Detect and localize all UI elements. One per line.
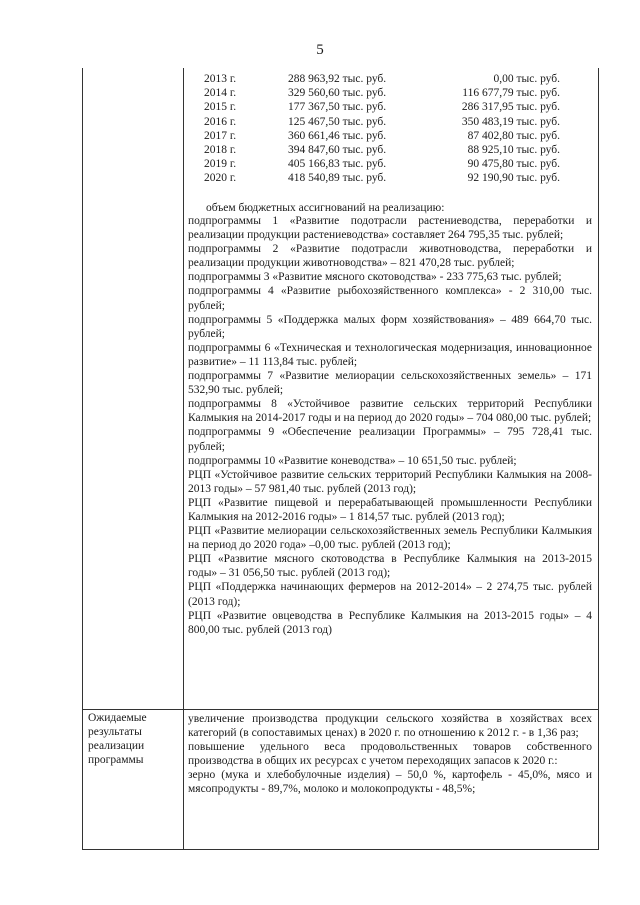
allocation-paragraph: подпрограммы 4 «Развитие рыбохозяйственного комплекса» - 2 310,00 тыс. рублей; bbox=[188, 285, 592, 312]
total-amount-cell: 360 661,46 тыс. руб. bbox=[288, 129, 387, 142]
extra-amount-cell: 350 483,19 тыс. руб. bbox=[461, 115, 560, 128]
allocation-paragraph: подпрограммы 3 «Развитие мясного скотоводства» - 233 775,63 тыс. рублей; bbox=[188, 271, 562, 284]
year-row bbox=[198, 143, 588, 157]
allocation-paragraph: подпрограммы 8 «Устойчивое развитие сельских территорий Республики Калмыкия на 2014-2017 годы и на период до 2020 годы» – 704 080,00 тыс. рублей; bbox=[188, 398, 592, 425]
allocations-intro: объем бюджетных ассигнований на реализацию: bbox=[206, 202, 445, 214]
expected-results bbox=[188, 712, 592, 797]
year-row bbox=[198, 129, 588, 143]
year-cell: 2015 г. bbox=[204, 101, 237, 114]
year-cell: 2020 г. bbox=[204, 172, 237, 185]
results-label: Ожидаемые результаты реализации программы bbox=[88, 712, 147, 767]
year-row bbox=[198, 100, 588, 114]
allocation-paragraph: РЦП «Развитие пищевой и перерабатывающей промышленности Республики Калмыкия на 2012-2016 годы» – 1 814,57 тыс. рублей (2013 год); bbox=[188, 496, 592, 523]
column-divider bbox=[183, 68, 184, 849]
allocation-paragraph: РЦП «Развитие мясного скотоводства в Республике Калмыкия на 2013-2015 годы» – 31 056,50 тыс. рублей (2013 год); bbox=[188, 553, 592, 580]
total-amount-cell: 177 367,50 тыс. руб. bbox=[288, 101, 387, 114]
total-amount-cell: 288 963,92 тыс. руб. bbox=[288, 73, 387, 85]
result-paragraph: зерно (мука и хлебобулочные изделия) – 50,0 %, картофель - 45,0%, мясо и мясопродукты - 89,7%, молоко и молокопродукты - 48,5%; bbox=[188, 769, 592, 796]
total-amount-cell: 394 847,60 тыс. руб. bbox=[288, 143, 387, 156]
year-cell: 2013 г. bbox=[204, 73, 237, 85]
extra-amount-cell: 116 677,79 тыс. руб. bbox=[462, 87, 560, 100]
year-row bbox=[198, 86, 588, 100]
allocation-paragraph: подпрограммы 1 «Развитие подотрасли растениеводства, переработки и реализации продукции растениеводства» составляет 264 795,35 тыс. рублей; bbox=[188, 215, 592, 242]
year-row bbox=[198, 157, 588, 171]
row-divider bbox=[83, 709, 598, 710]
result-paragraph: повышение удельного веса продовольственных товаров собственного производства в общих их ресурсах с учетом переходящих запасов к 2020 г.: bbox=[188, 741, 592, 768]
allocation-paragraph: подпрограммы 6 «Техническая и технологическая модернизация, инновационное развитие» – 11 113,84 тыс. рублей; bbox=[188, 341, 592, 368]
year-cell: 2019 г. bbox=[204, 158, 237, 171]
extra-amount-cell: 0,00 тыс. руб. bbox=[493, 73, 560, 85]
extra-amount-cell: 87 402,80 тыс. руб. bbox=[467, 129, 560, 142]
allocation-paragraph: подпрограммы 7 «Развитие мелиорации сельскохозяйственных земель» – 171 532,90 тыс. рублей; bbox=[188, 370, 592, 397]
page-number: 5 bbox=[316, 42, 324, 58]
allocation-paragraph: РЦП «Развитие мелиорации сельскохозяйственных земель Республики Калмыкия на период до 2020 года» –0,00 тыс. рублей (2013 год); bbox=[188, 525, 592, 552]
allocation-paragraph: РЦП «Поддержка начинающих фермеров на 2012-2014» – 2 274,75 тыс. рублей (2013 год); bbox=[188, 581, 592, 608]
year-row bbox=[198, 72, 588, 86]
result-paragraph: увеличение производства продукции сельского хозяйства в хозяйствах всех категорий (в сопоставимых ценах) в 2020 г. по отношению к 2012 г. - в 1,36 раз; bbox=[188, 713, 592, 740]
funding-by-year-table bbox=[198, 72, 588, 186]
extra-amount-cell: 286 317,95 тыс. руб. bbox=[461, 101, 560, 114]
total-amount-cell: 125 467,50 тыс. руб. bbox=[288, 115, 387, 128]
year-cell: 2014 г. bbox=[204, 87, 237, 100]
total-amount-cell: 418 540,89 тыс. руб. bbox=[288, 172, 387, 185]
total-amount-cell: 329 560,60 тыс. руб. bbox=[288, 87, 387, 100]
allocation-paragraph: РЦП «Устойчивое развитие сельских территорий Республики Калмыкия на 2008-2013 годы» – 57 981,40 тыс. рублей (2013 год); bbox=[188, 468, 592, 495]
year-row bbox=[198, 115, 588, 129]
extra-amount-cell: 88 925,10 тыс. руб. bbox=[467, 143, 560, 156]
total-amount-cell: 405 166,83 тыс. руб. bbox=[288, 158, 387, 171]
extra-amount-cell: 90 475,80 тыс. руб. bbox=[467, 158, 560, 171]
year-cell: 2018 г. bbox=[204, 143, 237, 156]
allocation-paragraph: подпрограммы 5 «Поддержка малых форм хозяйствования» – 489 664,70 тыс. рублей; bbox=[188, 313, 592, 340]
allocation-paragraph: подпрограммы 10 «Развитие коневодства» – 10 651,50 тыс. рублей; bbox=[188, 454, 517, 467]
allocation-paragraph: РЦП «Развитие овцеводства в Республике Калмыкия на 2013-2015 годы» – 4 800,00 тыс. рублей (2013 год) bbox=[188, 609, 592, 636]
extra-amount-cell: 92 190,90 тыс. руб. bbox=[467, 172, 560, 185]
allocation-paragraph: подпрограммы 2 «Развитие подотрасли животноводства, переработки и реализации продукции животноводства» – 821 470,28 тыс. рублей; bbox=[188, 243, 592, 270]
year-cell: 2017 г. bbox=[204, 129, 237, 142]
year-row bbox=[198, 171, 588, 185]
allocation-paragraph: подпрограммы 9 «Обеспечение реализации Программы» – 795 728,41 тыс. рублей; bbox=[188, 426, 592, 453]
allocations-list bbox=[188, 214, 592, 637]
year-cell: 2016 г. bbox=[204, 115, 237, 128]
